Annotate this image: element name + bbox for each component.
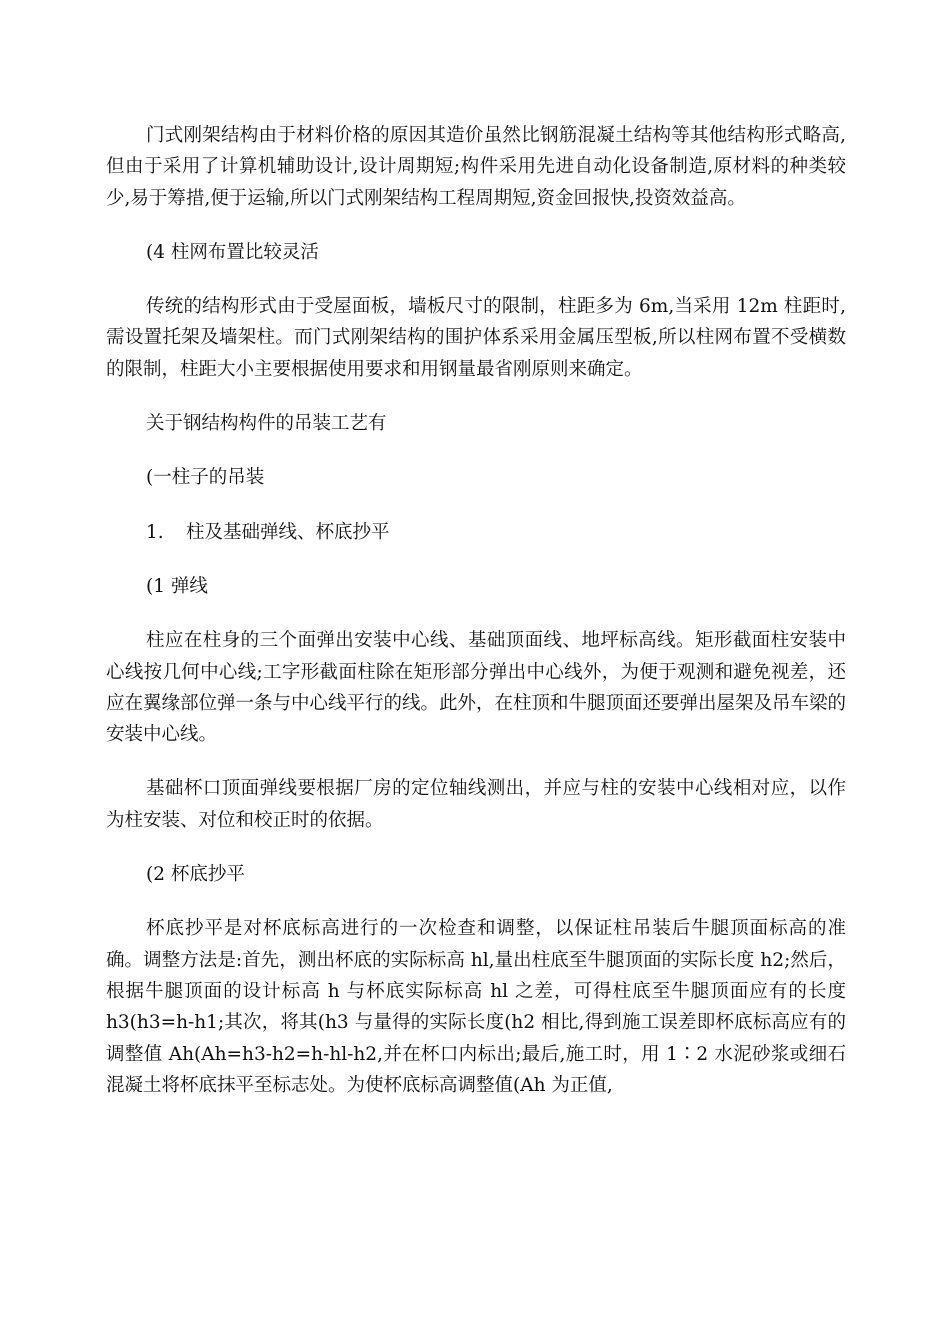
paragraph-cost-benefit: 门式刚架结构由于材料价格的原因其造价虽然比钢筋混凝土结构等其他结构形式略高,但由于采用了计算机辅助设计,设计周期短;构件采用先进自动化设备制造,原材料的种类较少,易于筹措,便于运输,所以门式刚架结构工程周期短,资金回报快,投资效益高。 [106,125,846,209]
paragraph-cup-leveling: 杯底抄平是对杯底标高进行的一次检查和调整，以保证柱吊装后牛腿顶面标高的准确。调整方法是:首先，测出杯底的实际标高 hl,量出柱底至牛腿顶面的实际长度 h2;然后，根据牛腿顶面的设计标高 h 与杯底实际标高 hl 之差，可得柱底至牛腿顶面应有的长度 h3(h3=h-h1;其次，将其(h3 与量得的实际长度(h2 相比,得到施工误差即杯底标高应有的调整值 Ah(Ah=h3-h2=h-hl-h2,并在杯口内标出;最后,施工时，用 1∶2 水泥砂浆或细石混凝土将杯底抹平至标志处。为使杯底标高调整值(Ah 为正值, [106,918,846,1096]
document-body [106,120,846,1124]
item-number: 1. [146,521,164,543]
paragraph-cup-mouth: 基础杯口顶面弹线要根据厂房的定位轴线测出，并应与柱的安装中心线相对应，以作为柱安装、对位和校正时的依据。 [106,778,846,831]
heading-hoisting-process: 关于钢结构构件的吊装工艺有 [146,413,387,435]
paragraph-traditional-structure: 传统的结构形式由于受屋面板，墙板尺寸的限制，柱距多为 6m,当采用 12m 柱距时,需设置托架及墙架柱。而门式刚架结构的围护体系采用金属压型板,所以柱网布置不受横数的限制，柱距大小主要根据使用要求和用钢量最省刚原则来确定。 [106,296,846,380]
item-text: 柱及基础弹线、杯底抄平 [186,521,390,543]
paragraph-snap-line: 柱应在柱身的三个面弹出安装中心线、基础顶面线、地坪标高线。矩形截面柱安装中心线按几何中心线;工字形截面柱除在矩形部分弹出中心线外，为便于观测和避免视差，还应在翼缘部位弹一条与中心线平行的线。此外，在柱顶和牛腿顶面还要弹出屋架及吊车梁的安装中心线。 [106,630,847,746]
subheading-cup-leveling: (2 杯底抄平 [146,864,245,886]
numbered-item [106,517,846,548]
subheading-column-grid: (4 柱网布置比较灵活 [146,241,319,263]
subheading-column-hoisting: (一柱子的吊装 [146,467,265,489]
subheading-snap-line: (1 弹线 [146,575,208,597]
